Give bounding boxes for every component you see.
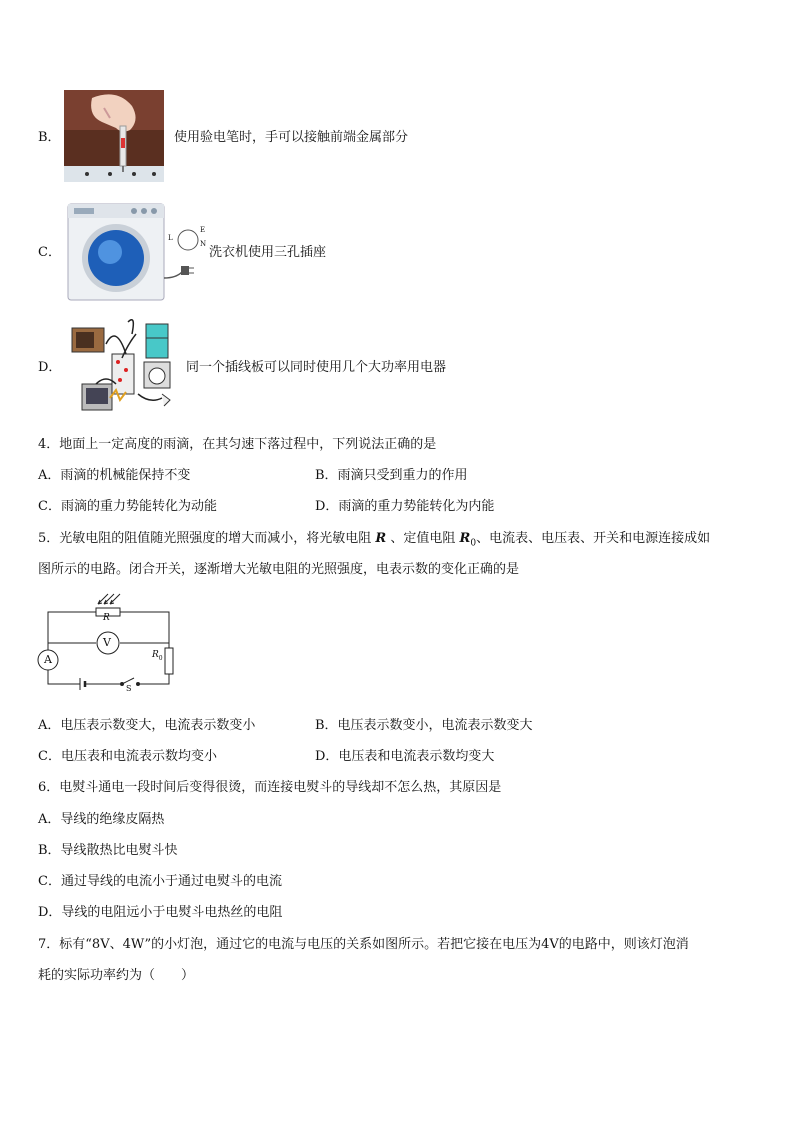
q5-option-a: A．电压表示数变大，电流表示数变小 <box>38 718 256 733</box>
option-c-text: 洗衣机使用三孔插座 <box>209 245 327 260</box>
power-strip-image <box>66 314 184 424</box>
q7-line2: 耗的实际功率约为（ ） <box>38 968 195 983</box>
circuit-label-r0 <box>152 650 163 664</box>
washing-machine-icon <box>64 200 208 304</box>
q4-option-c: C．雨滴的重力势能转化为动能 <box>38 499 217 514</box>
socket-label-n: N <box>200 240 207 248</box>
q4-option-a: A．雨滴的机械能保持不变 <box>38 468 191 483</box>
q6-option-a: A．导线的绝缘皮隔热 <box>38 812 165 827</box>
q5-stem-line1 <box>38 531 710 552</box>
q5-var-r0-sub: 0 <box>470 538 477 549</box>
circuit-label-s: S <box>126 684 132 693</box>
q6-stem: 6．电熨斗通电一段时间后变得很烫，而连接电熨斗的导线却不怎么热，其原因是 <box>38 780 502 795</box>
q6-option-d: D．导线的电阻远小于电熨斗电热丝的电阻 <box>38 905 283 920</box>
overloaded-power-strip-icon <box>66 314 184 424</box>
q5-option-d: D．电压表和电流表示数均变大 <box>315 749 495 764</box>
q5-option-c: C．电压表和电流表示数均变小 <box>38 749 217 764</box>
washing-machine-image <box>64 200 208 304</box>
q5-stem-part-b: 、定值电阻 <box>390 531 456 546</box>
ammeter-icon: A <box>44 653 52 666</box>
q5-stem-line2: 图所示的电路。闭合开关，逐渐增大光敏电阻的光照强度，电表示数的变化正确的是 <box>38 562 520 577</box>
q5-option-b: B．电压表示数变小，电流表示数变大 <box>315 718 533 733</box>
voltage-tester-image <box>62 88 172 190</box>
q5-stem-part-a: 5．光敏电阻的阻值随光照强度的增大而减小，将光敏电阻 <box>38 531 372 546</box>
circuit-label-r0-sub: 0 <box>158 654 163 662</box>
circuit-diagram <box>34 588 184 692</box>
circuit-label-r: R <box>103 613 110 623</box>
option-b-text: 使用验电笔时，手可以接触前端金属部分 <box>174 130 409 145</box>
q4-option-b: B．雨滴只受到重力的作用 <box>315 468 468 483</box>
socket-label-e: E <box>200 226 206 234</box>
option-d-letter: D． <box>38 360 62 375</box>
voltmeter-icon: V <box>103 636 111 649</box>
q5-var-r0: R <box>459 531 471 546</box>
option-b-letter: B． <box>38 130 61 145</box>
socket-label-l: L <box>168 234 173 242</box>
q7-line1: 7．标有“8V、4W”的小灯泡，通过它的电流与电压的关系如图所示。若把它接在电压为4V的电路中，则该灯泡消 <box>38 937 689 952</box>
q4-stem: 4．地面上一定高度的雨滴，在其匀速下落过程中，下列说法正确的是 <box>38 437 437 452</box>
q4-option-d: D．雨滴的重力势能转化为内能 <box>315 499 495 514</box>
option-c-letter: C． <box>38 245 61 260</box>
circuit-label-r0-letter: R <box>152 650 159 660</box>
q6-option-b: B．导线散热比电熨斗快 <box>38 843 178 858</box>
q5-stem-part-c: 、电流表、电压表、开关和电源连接成如 <box>476 531 711 546</box>
hand-holding-tester-icon <box>62 88 172 190</box>
q5-var-r: R <box>375 531 387 546</box>
option-d-text: 同一个插线板可以同时使用几个大功率用电器 <box>186 360 447 375</box>
q6-option-c: C．通过导线的电流小于通过电熨斗的电流 <box>38 874 282 889</box>
